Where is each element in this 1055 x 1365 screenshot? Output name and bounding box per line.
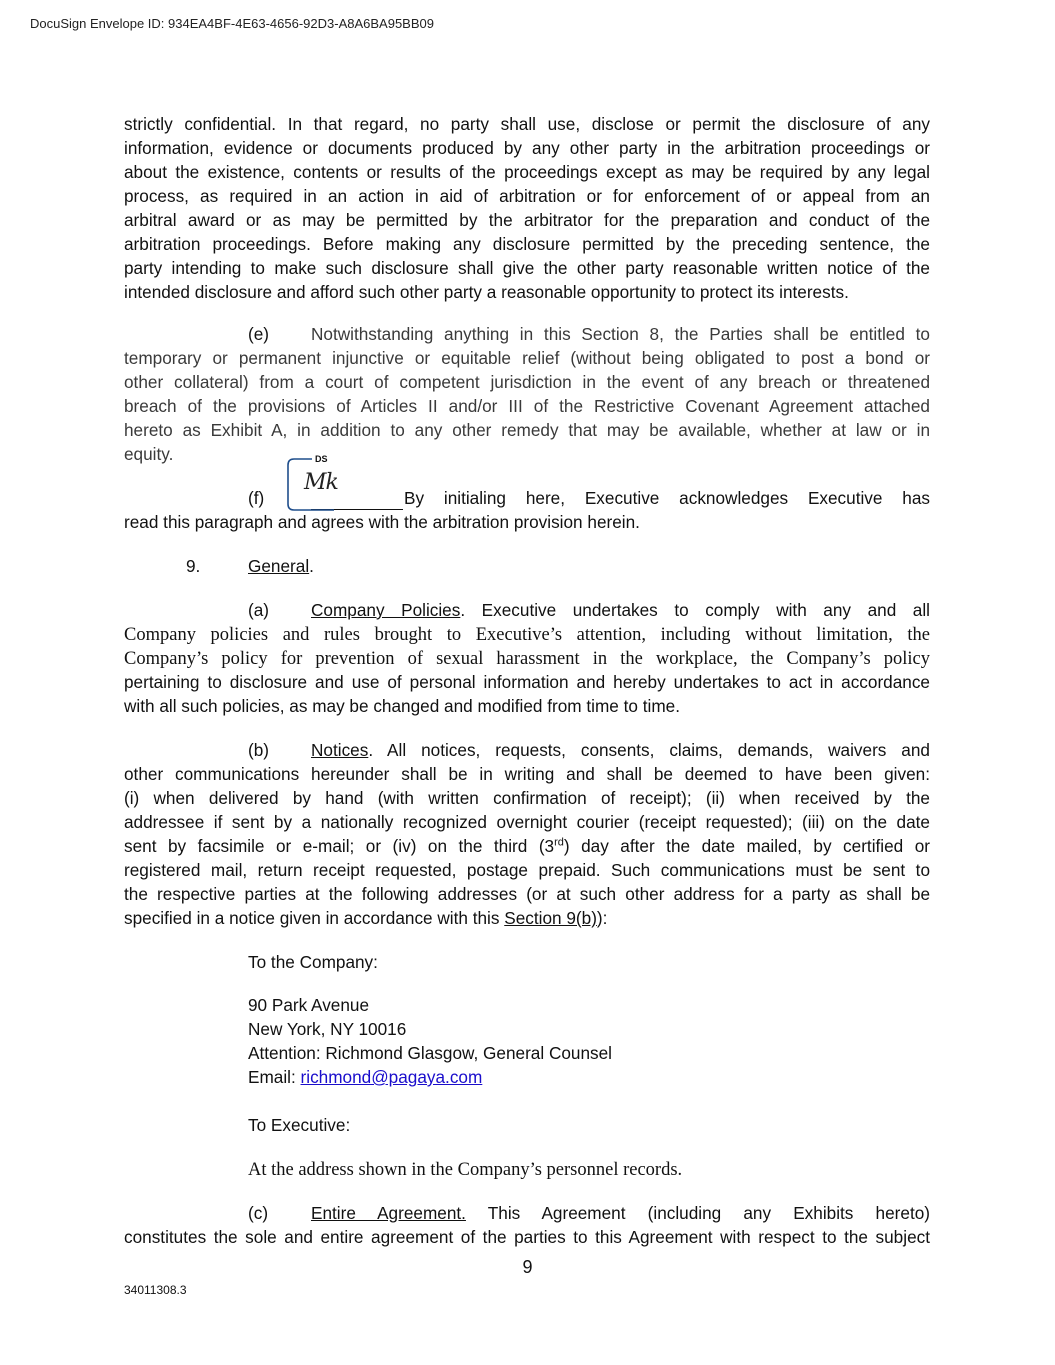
underlined-term: Notices [311,740,369,760]
text-segment: Company policies and rules brought to Executive’s attention, including without limitation, the [124,625,930,645]
text-line [124,622,930,646]
text-line: (i) when delivered by hand (with written confirmation of receipt); (ii) when received by the [124,788,930,808]
text-line: strictly confidential. In that regard, no party shall use, disclose or permit the disclosure of any [124,114,930,134]
text-segment: sent by facsimile or e-mail; or (iv) on the third (3 [124,836,555,856]
text-line [124,906,607,930]
underlined-term: Company Policies [311,600,461,620]
text-line: To the Company: [248,952,378,972]
text-line [248,554,314,578]
paragraph-label: (f) [248,488,265,508]
text-line: temporary or permanent injunctive or equitable relief (without being obligated to post a bond or [124,348,930,368]
text-segment: . All notices, requests, consents, claims, demands, waivers and [368,740,930,760]
text-line: arbitral award or as may be permitted by the arbitrator for the preparation and conduct of the [124,210,930,230]
text-segment: Email: [248,1067,301,1087]
text-line: information, evidence or documents produced by any other party in the arbitration proceedings or [124,138,930,158]
text-line [311,738,930,762]
text-line: breach of the provisions of Articles II and/or III of the Restrictive Covenant Agreement attached [124,396,930,416]
docusign-envelope-id: DocuSign Envelope ID: 934EA4BF-4E63-4656-92D3-A8A6BA95BB09 [30,16,434,31]
paragraph-label: 9. [186,556,201,576]
text-line: arbitration proceedings. Before making any disclosure permitted by the preceding sentence, the [124,234,930,254]
text-segment: specified in a notice given in accordance with this [124,908,505,928]
underlined-term: Section 9(b) [504,908,597,928]
text-line: registered mail, return receipt requested, postage prepaid. Such communications must be sent to [124,860,930,880]
paragraph-label: (e) [248,324,270,344]
text-line: constitutes the sole and entire agreement of the parties to this Agreement with respect to the subject [124,1227,930,1247]
text-line: the respective parties at the following addresses (or at such other address for a party as shall be [124,884,930,904]
text-line: 90 Park Avenue [248,995,370,1015]
text-line: By initialing here, Executive acknowledges Executive has [404,488,930,508]
initials-handwritten: Mk [304,470,338,495]
text-line: process, as required in an action in aid of arbitration or for enforcement of or appeal from an [124,186,930,206]
text-line [311,598,930,622]
text-line: other collateral) from a court of competent jurisdiction in the event of any breach or threatened [124,372,930,392]
text-segment: Company’s policy for prevention of sexual harassment in the workplace, the Company’s policy [124,649,930,669]
text-line: equity. [124,444,174,464]
text-segment: ) day after the date mailed, by certified or [563,836,930,856]
text-line [311,1201,930,1225]
paragraph-label: (a) [248,600,270,620]
paragraph-label: (b) [248,740,270,760]
text-line: party intending to make such disclosure shall give the other party reasonable written notice of the [124,258,930,278]
text-line: To Executive: [248,1115,351,1135]
text-line [248,1157,682,1181]
text-line [124,834,930,858]
document-number: 34011308.3 [124,1283,187,1297]
text-line [248,1065,482,1089]
paragraph-label: (c) [248,1203,269,1223]
text-line: intended disclosure and afford such other party a reasonable opportunity to protect its interests. [124,282,849,302]
docusign-initials-field[interactable] [284,454,424,516]
text-segment: This Agreement (including any Exhibits hereto) [465,1203,931,1223]
text-segment: . [309,556,314,576]
text-line: about the existence, contents or results of the proceedings except as may be required by any legal [124,162,930,182]
email-link[interactable]: richmond@pagaya.com [300,1067,483,1087]
text-line: hereto as Exhibit A, in addition to any other remedy that may be available, whether at law or in [124,420,930,440]
text-segment: rd [554,836,564,849]
text-line: pertaining to disclosure and use of personal information and hereby undertakes to act in accordance [124,672,930,692]
text-line: Notwithstanding anything in this Section 8, the Parties shall be entitled to [311,324,930,344]
text-segment: ): [596,908,608,928]
text-line: Attention: Richmond Glasgow, General Counsel [248,1043,612,1063]
text-line: read this paragraph and agrees with the arbitration provision herein. [124,512,640,532]
text-line: with all such policies, as may be changed and modified from time to time. [124,696,680,716]
underlined-term: Entire Agreement. [311,1203,466,1223]
page-number: 9 [522,1257,533,1277]
text-line: addressee if sent by a nationally recognized overnight courier (receipt requested); (iii) on the date [124,812,930,832]
underlined-term: General [248,556,310,576]
text-line [124,646,930,670]
text-line: New York, NY 10016 [248,1019,407,1039]
text-segment: At the address shown in the Company’s personnel records. [248,1160,683,1180]
text-line: other communications hereunder shall be in writing and shall be deemed to have been given: [124,764,930,784]
text-segment: . Executive undertakes to comply with any and all [460,600,930,620]
ds-tag: DS [315,454,328,464]
